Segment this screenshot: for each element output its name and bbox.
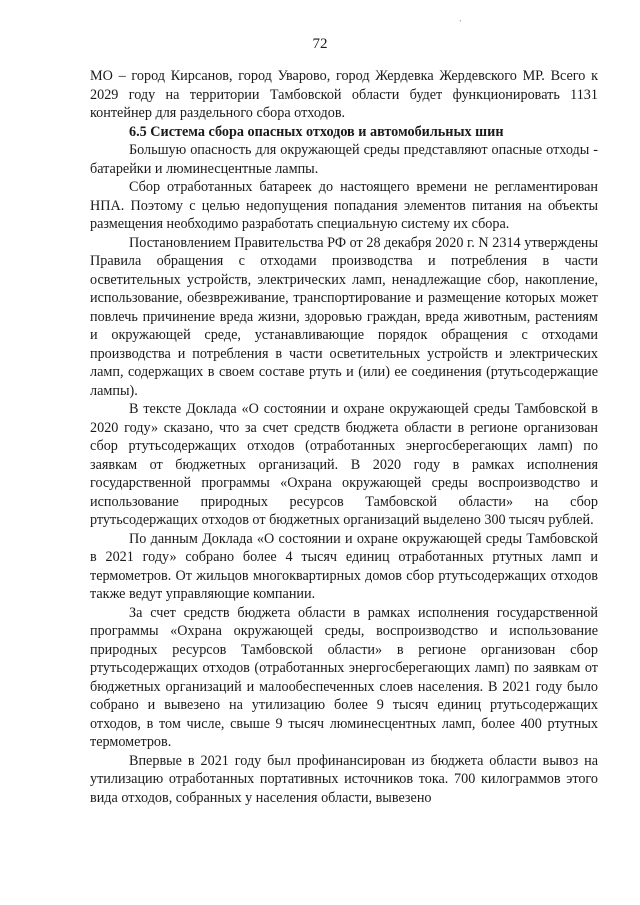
paragraph-hazardous-waste: Большую опасность для окружающей среды представляют опасные отходы - батарейки и люминесцентные лампы. (90, 142, 598, 177)
paragraph-report-2021: По данным Доклада «О состоянии и охране окружающей среды Тамбовской в 2021 году» собрано более 4 тысяч единиц отработанных ртутных ламп и термометров. От жильцов многоквартирных домов сбор ртутьсодержащих отходов также ведут управляющие компании. (90, 530, 598, 602)
document-body (90, 67, 598, 807)
scan-mark: ˑ (459, 17, 462, 27)
paragraph-battery-collection: Сбор отработанных батареек до настоящего времени не регламентирован НПА. Поэтому с целью недопущения попадания элементов питания на объекты размещения необходимо разработать специальную систему их сбора. (90, 179, 598, 232)
paragraph-continuation: МО – город Кирсанов, город Уварово, город Жердевка Жердевского МР. Всего к 2029 году на территории Тамбовской области будет функционировать 1131 контейнер для раздельного сбора отходов. (90, 68, 598, 121)
paragraph-battery-disposal: Впервые в 2021 году был профинансирован из бюджета области вывоз на утилизацию отработанных портативных источников тока. 700 килограммов этого вида отходов, собранных у населения области, вывезено (90, 752, 598, 806)
section-heading: 6.5 Система сбора опасных отходов и автомобильных шин (129, 123, 504, 140)
paragraph-report-2020: В тексте Доклада «О состоянии и охране окружающей среды Тамбовской в 2020 году» сказано, что за счет средств бюджета области в регионе организован сбор ртутьсодержащих отходов (отработанных энергосберегающих ламп) по заявкам от бюджетных организаций. В 2020 году в рамках исполнения государственной программы «Охрана окружающей среды воспроизводство и использование природных ресурсов Тамбовской области» на сбор ртутьсодержащих отходов от бюджетных организаций выделено 300 тысяч рублей. (90, 401, 598, 528)
paragraph-government-decree: Постановлением Правительства РФ от 28 декабря 2020 г. N 2314 утверждены Правила обращения с отходами производства и потребления в части осветительных устройств, электрических ламп, ненадлежащие сбор, накопление, использование, обезвреживание, транспортирование и размещение которых может повлечь причинение вреда жизни, здоровью граждан, вреда животным, растениям и окружающей среде, устанавливающие порядок обращения с отходами производства и потребления в части осветительных устройств и электрических ламп, содержащих в своем составе ртуть и (или) ее соединения (ртутьсодержащие лампы). (90, 234, 598, 399)
page-number: 72 (312, 36, 328, 52)
paragraph-budget-funding: За счет средств бюджета области в рамках исполнения государственной программы «Охрана окружающей среды, воспроизводство и использование природных ресурсов Тамбовской области» в регионе организован сбор ртутьсодержащих отходов (отработанных энергосберегающих ламп) по заявкам от бюджетных организаций и малообеспеченных слоев населения. В 2021 году было собрано и вывезено на утилизацию более 9 тысяч единиц ртутьсодержащих отходов, в том числе, свыше 9 тысяч люминесцентных ламп, более 400 ртутных термометров. (90, 604, 598, 750)
